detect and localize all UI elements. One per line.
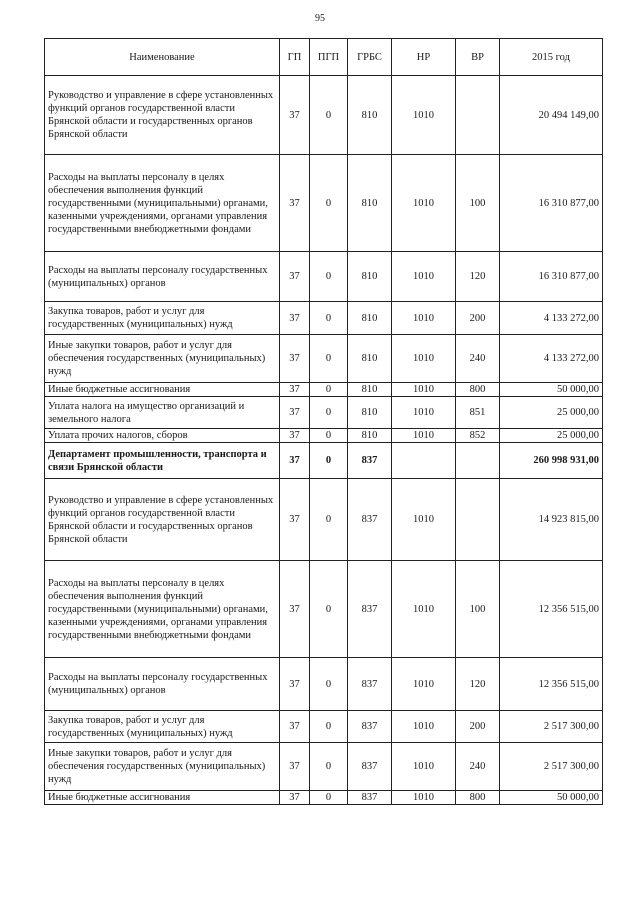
row-grbs: 837 [348, 791, 392, 805]
header-gp: ГП [280, 39, 310, 76]
row-ppgp: 0 [310, 397, 348, 429]
row-amount: 14 923 815,00 [500, 479, 603, 561]
header-year: 2015 год [500, 39, 603, 76]
header-vr: ВР [456, 39, 500, 76]
table-row [45, 252, 603, 302]
row-grbs: 810 [348, 76, 392, 155]
row-np [392, 443, 456, 479]
row-np: 1010 [392, 76, 456, 155]
row-vr: 200 [456, 711, 500, 743]
row-np: 1010 [392, 429, 456, 443]
row-name: Руководство и управление в сфере установленных функций органов государственной власти Брянской области и государственных органов Брянской области [45, 76, 280, 155]
row-ppgp: 0 [310, 383, 348, 397]
row-vr: 200 [456, 302, 500, 335]
row-amount: 20 494 149,00 [500, 76, 603, 155]
table-row [45, 302, 603, 335]
row-gp: 37 [280, 252, 310, 302]
row-gp: 37 [280, 76, 310, 155]
row-gp: 37 [280, 561, 310, 658]
row-amount: 50 000,00 [500, 383, 603, 397]
row-np: 1010 [392, 658, 456, 711]
row-amount: 50 000,00 [500, 791, 603, 805]
row-gp: 37 [280, 743, 310, 791]
row-np: 1010 [392, 397, 456, 429]
row-np: 1010 [392, 335, 456, 383]
row-vr: 240 [456, 335, 500, 383]
header-grbs: ГРБС [348, 39, 392, 76]
row-amount: 2 517 300,00 [500, 711, 603, 743]
row-amount: 16 310 877,00 [500, 252, 603, 302]
row-gp: 37 [280, 383, 310, 397]
row-name: Закупка товаров, работ и услуг для государственных (муниципальных) нужд [45, 302, 280, 335]
row-amount: 16 310 877,00 [500, 155, 603, 252]
row-ppgp: 0 [310, 791, 348, 805]
row-grbs: 810 [348, 155, 392, 252]
row-vr [456, 479, 500, 561]
header-ppgp: ПГП [310, 39, 348, 76]
row-grbs: 837 [348, 479, 392, 561]
row-np: 1010 [392, 561, 456, 658]
row-amount: 25 000,00 [500, 397, 603, 429]
table-row [45, 711, 603, 743]
row-name: Уплата налога на имущество организаций и земельного налога [45, 397, 280, 429]
row-name: Иные закупки товаров, работ и услуг для обеспечения государственных (муниципальных) нужд [45, 743, 280, 791]
budget-table [44, 38, 603, 805]
row-ppgp: 0 [310, 76, 348, 155]
header-np: НР [392, 39, 456, 76]
header-name: Наименование [45, 39, 280, 76]
table-row [45, 429, 603, 443]
row-gp: 37 [280, 791, 310, 805]
row-name: Закупка товаров, работ и услуг для государственных (муниципальных) нужд [45, 711, 280, 743]
row-np: 1010 [392, 383, 456, 397]
table-row [45, 561, 603, 658]
row-amount: 12 356 515,00 [500, 561, 603, 658]
table-row [45, 397, 603, 429]
row-ppgp: 0 [310, 443, 348, 479]
row-vr: 851 [456, 397, 500, 429]
row-ppgp: 0 [310, 155, 348, 252]
row-grbs: 810 [348, 252, 392, 302]
row-np: 1010 [392, 711, 456, 743]
row-gp: 37 [280, 335, 310, 383]
row-grbs: 837 [348, 443, 392, 479]
row-vr: 100 [456, 155, 500, 252]
row-name: Уплата прочих налогов, сборов [45, 429, 280, 443]
row-np: 1010 [392, 791, 456, 805]
row-np: 1010 [392, 155, 456, 252]
row-vr [456, 443, 500, 479]
row-name: Департамент промышленности, транспорта и связи Брянской области [45, 443, 280, 479]
row-np: 1010 [392, 252, 456, 302]
table-row [45, 76, 603, 155]
row-grbs: 837 [348, 711, 392, 743]
row-amount: 4 133 272,00 [500, 302, 603, 335]
row-name: Расходы на выплаты персоналу в целях обеспечения выполнения функций государственными (муниципальными) органами, казенными учреждениями, органами управления государственными внебюджетными фондами [45, 561, 280, 658]
row-ppgp: 0 [310, 561, 348, 658]
row-gp: 37 [280, 658, 310, 711]
row-name: Расходы на выплаты персоналу государственных (муниципальных) органов [45, 658, 280, 711]
row-gp: 37 [280, 443, 310, 479]
row-ppgp: 0 [310, 479, 348, 561]
row-amount: 2 517 300,00 [500, 743, 603, 791]
row-ppgp: 0 [310, 252, 348, 302]
row-ppgp: 0 [310, 429, 348, 443]
row-name: Руководство и управление в сфере установленных функций органов государственной власти Брянской области и государственных органов Брянской области [45, 479, 280, 561]
row-grbs: 810 [348, 302, 392, 335]
row-name: Иные закупки товаров, работ и услуг для обеспечения государственных (муниципальных) нужд [45, 335, 280, 383]
table-row [45, 335, 603, 383]
row-gp: 37 [280, 155, 310, 252]
row-np: 1010 [392, 743, 456, 791]
row-gp: 37 [280, 397, 310, 429]
row-gp: 37 [280, 479, 310, 561]
row-ppgp: 0 [310, 711, 348, 743]
row-np: 1010 [392, 302, 456, 335]
row-vr: 800 [456, 383, 500, 397]
row-amount: 25 000,00 [500, 429, 603, 443]
table-row [45, 383, 603, 397]
row-amount: 12 356 515,00 [500, 658, 603, 711]
row-name: Иные бюджетные ассигнования [45, 791, 280, 805]
row-grbs: 810 [348, 383, 392, 397]
row-grbs: 837 [348, 561, 392, 658]
row-grbs: 810 [348, 429, 392, 443]
row-grbs: 837 [348, 743, 392, 791]
row-name: Расходы на выплаты персоналу в целях обеспечения выполнения функций государственными (муниципальными) органами, казенными учреждениями, органами управления государственными внебюджетными фондами [45, 155, 280, 252]
row-amount: 260 998 931,00 [500, 443, 603, 479]
row-gp: 37 [280, 429, 310, 443]
row-vr: 852 [456, 429, 500, 443]
row-grbs: 810 [348, 397, 392, 429]
row-gp: 37 [280, 711, 310, 743]
table-row-department [45, 443, 603, 479]
row-grbs: 837 [348, 658, 392, 711]
table-row [45, 791, 603, 805]
row-name: Расходы на выплаты персоналу государственных (муниципальных) органов [45, 252, 280, 302]
row-np: 1010 [392, 479, 456, 561]
row-name: Иные бюджетные ассигнования [45, 383, 280, 397]
row-ppgp: 0 [310, 302, 348, 335]
row-vr: 240 [456, 743, 500, 791]
row-grbs: 810 [348, 335, 392, 383]
header-row [45, 39, 603, 76]
row-ppgp: 0 [310, 335, 348, 383]
table-row [45, 658, 603, 711]
row-ppgp: 0 [310, 658, 348, 711]
row-gp: 37 [280, 302, 310, 335]
row-vr: 800 [456, 791, 500, 805]
page-number: 95 [315, 13, 325, 24]
row-vr [456, 76, 500, 155]
table-row [45, 743, 603, 791]
table-row [45, 155, 603, 252]
row-vr: 100 [456, 561, 500, 658]
row-amount: 4 133 272,00 [500, 335, 603, 383]
row-vr: 120 [456, 252, 500, 302]
table-row [45, 479, 603, 561]
row-ppgp: 0 [310, 743, 348, 791]
row-vr: 120 [456, 658, 500, 711]
